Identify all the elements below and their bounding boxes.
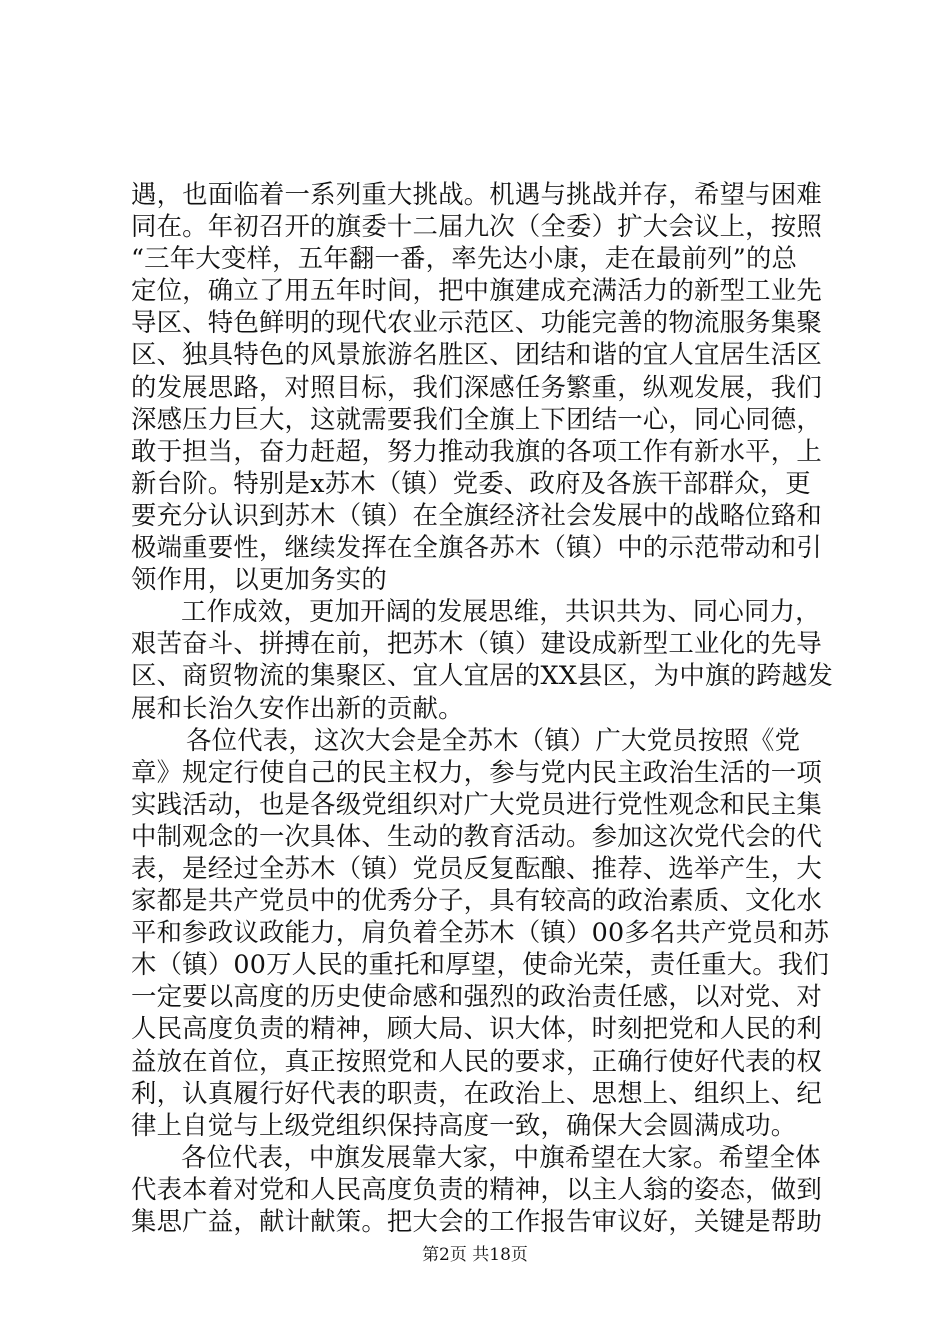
text-line: 律上自觉与上级党组织保持高度一致，确保大会圆满成功。 bbox=[131, 1109, 797, 1140]
text-line: 益放在首位，真正按照党和人民的要求，正确行使好代表的权 bbox=[131, 1045, 822, 1076]
text-line: 的发展思路，对照目标，我们深感任务繁重，纵观发展，我们 bbox=[131, 371, 822, 402]
page-number: 第2页 共18页 bbox=[422, 1245, 528, 1265]
text-line: 章》规定行使自己的民主权力，参与党内民主政治生活的一项 bbox=[131, 756, 822, 787]
text-line: 定位，确立了用五年时间，把中旗建成充满活力的新型工业先 bbox=[131, 275, 822, 306]
text-line: 艰苦奋斗、拼搏在前，把苏木（镇）建设成新型工业化的先导 bbox=[131, 628, 822, 659]
text-line: 领作用，以更加务实的 bbox=[131, 564, 387, 595]
text-line: 一定要以高度的历史使命感和强烈的政治责任感，以对党、对 bbox=[131, 981, 822, 1012]
document-body bbox=[131, 178, 833, 1237]
text-line: 敢于担当，奋力赶超，努力推动我旗的各项工作有新水平，上 bbox=[131, 435, 822, 466]
text-line: 区、商贸物流的集聚区、宜人宜居的XX县区，为中旗的跨越发 bbox=[131, 660, 833, 691]
text-line: “三年大变样，五年翻一番，率先达小康，走在最前列”的总 bbox=[131, 243, 798, 274]
text-line: 代表本着对党和人民高度负责的精神，以主人翁的姿态，做到 bbox=[131, 1173, 822, 1204]
text-line: 人民高度负责的精神，顾大局、识大体，时刻把党和人民的利 bbox=[131, 1013, 822, 1044]
text-line: 木（镇）00万人民的重托和厚望，使命光荣，责任重大。我们 bbox=[131, 949, 830, 980]
text-line: 遇，也面临着一系列重大挑战。机遇与挑战并存，希望与困难 bbox=[131, 179, 822, 209]
text-line: 展和长治久安作出新的贡献。 bbox=[131, 692, 464, 723]
text-line: 导区、特色鲜明的现代农业示范区、功能完善的物流服务集聚 bbox=[131, 307, 822, 338]
paragraph-first-line: 各位代表，这次大会是全苏木（镇）广大党员按照《党 bbox=[186, 724, 801, 755]
text-line: 平和参政议政能力，肩负着全苏木（镇）00多名共产党员和苏 bbox=[131, 917, 830, 948]
text-line: 同在。年初召开的旗委十二届九次（全委）扩大会议上，按照 bbox=[131, 211, 822, 242]
text-line: 集思广益，献计献策。把大会的工作报告审议好，关键是帮助 bbox=[131, 1206, 822, 1236]
text-line: 区、独具特色的风景旅游名胜区、团结和谐的宜人宜居生活区 bbox=[131, 339, 822, 370]
text-line: 表，是经过全苏木（镇）党员反复酝酿、推荐、选举产生，大 bbox=[131, 852, 822, 883]
text-line: 深感压力巨大，这就需要我们全旗上下团结一心，同心同德， bbox=[131, 403, 822, 434]
text-line: 新台阶。特别是x苏木（镇）党委、政府及各族干部群众，更 bbox=[131, 467, 811, 498]
text-line: 极端重要性，继续发挥在全旗各苏木（镇）中的示范带动和引 bbox=[131, 532, 822, 563]
paragraph-first-line: 工作成效，更加开阔的发展思维，共识共为、同心同力， bbox=[181, 596, 821, 627]
text-line: 实践活动，也是各级党组织对广大党员进行党性观念和民主集 bbox=[131, 788, 822, 819]
text-line: 中制观念的一次具体、生动的教育活动。参加这次党代会的代 bbox=[131, 820, 822, 851]
paragraph-first-line: 各位代表，中旗发展靠大家，中旗希望在大家。希望全体 bbox=[181, 1141, 821, 1172]
page-footer bbox=[0, 1244, 950, 1266]
text-line: 要充分认识到苏木（镇）在全旗经济社会发展中的战略位臵和 bbox=[131, 499, 822, 530]
text-line: 家都是共产党员中的优秀分子，具有较高的政治素质、文化水 bbox=[131, 885, 822, 916]
text-line: 利，认真履行好代表的职责，在政治上、思想上、组织上、纪 bbox=[131, 1077, 822, 1108]
